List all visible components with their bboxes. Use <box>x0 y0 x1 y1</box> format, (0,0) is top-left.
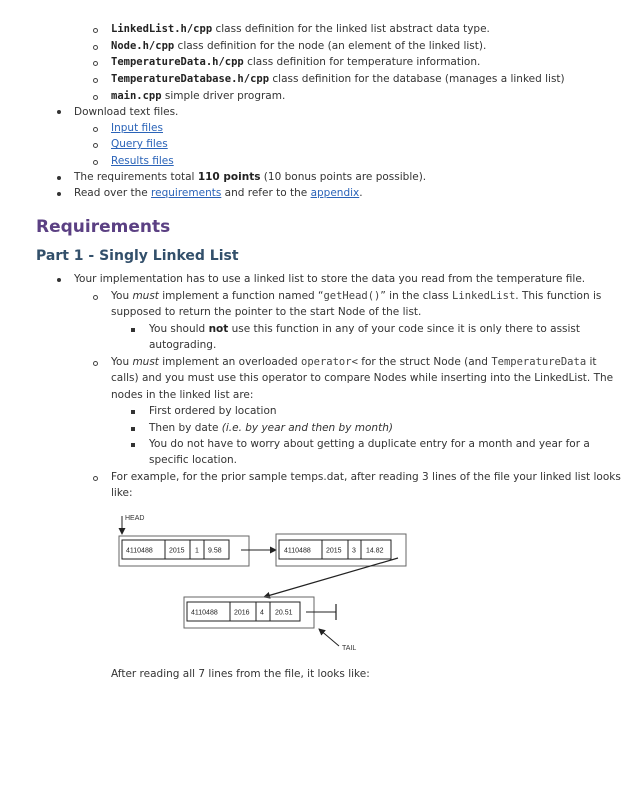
node-1-location: 4110488 <box>126 547 153 555</box>
results-files-link[interactable]: Results files <box>111 155 174 167</box>
operator-text-2: calls) and you must use this operator to compare Nodes while inserting into the LinkedList. The <box>111 372 614 384</box>
head-label: HEAD <box>125 515 145 522</box>
node-3-month: 4 <box>260 609 264 617</box>
appendix-link[interactable]: appendix <box>310 187 360 199</box>
example-text: For example, for the prior sample temps.dat, after reading 3 lines of the file your linked list looks <box>111 471 621 483</box>
gethead-text-2: supposed to return the pointer to the start Node of the list. <box>111 306 422 318</box>
read-text: Read over the requirements and refer to the appendix. <box>74 187 363 199</box>
node-1-month: 1 <box>195 547 199 555</box>
node-1-year: 2015 <box>169 547 185 555</box>
order-duplicate-2: specific location. <box>149 454 238 466</box>
input-files-link[interactable]: Input files <box>111 122 163 134</box>
node-3 <box>184 597 314 628</box>
node-3-location: 4110488 <box>191 609 218 617</box>
should-text: You should not use this function in any of your code since it is only there to assist <box>149 323 581 335</box>
node-2-month: 3 <box>352 547 356 555</box>
part1-heading: Part 1 - Singly Linked List <box>36 248 239 264</box>
next-arrow-2 <box>264 558 398 597</box>
node-2-location: 4110488 <box>284 547 311 555</box>
operator-text-3: nodes in the linked list are: <box>111 389 254 401</box>
example-text-2: like: <box>111 487 133 499</box>
download-label: Download text files. <box>74 106 179 118</box>
impl-text: Your implementation has to use a linked list to store the data you read from the temperature file. <box>74 273 586 285</box>
gethead-text: You must implement a function named “getHead()” in the class LinkedList. This function is <box>111 290 602 302</box>
file-item: Node.h/cpp class definition for the node (an element of the linked list). <box>111 40 487 52</box>
after-text: After reading all 7 lines from the file, it looks like: <box>111 668 370 680</box>
requirements-heading: Requirements <box>36 217 171 237</box>
query-files-link[interactable]: Query files <box>111 138 168 150</box>
file-item: TemperatureData.h/cpp class definition for temperature information. <box>111 56 481 68</box>
order-location: First ordered by location <box>149 405 277 417</box>
node-3-temp: 20.51 <box>275 609 293 617</box>
node-2-year: 2015 <box>326 547 342 555</box>
order-duplicate: You do not have to worry about getting a duplicate entry for a month and year for a <box>149 438 590 450</box>
node-3-year: 2016 <box>234 609 250 617</box>
should-text-2: autograding. <box>149 339 217 351</box>
node-1 <box>119 536 249 566</box>
node-1-temp: 9.58 <box>208 547 222 555</box>
node-2-temp: 14.82 <box>366 547 384 555</box>
file-item: TemperatureDatabase.h/cpp class definition for the database (manages a linked list) <box>111 73 565 85</box>
tail-arrow <box>319 629 339 646</box>
operator-text: You must implement an overloaded operator< for the struct Node (and TemperatureData it <box>111 356 597 368</box>
order-date: Then by date (i.e. by year and then by month) <box>149 422 393 434</box>
tail-label: TAIL <box>342 645 357 652</box>
requirements-link[interactable]: requirements <box>151 187 222 199</box>
file-item: LinkedList.h/cpp class definition for the linked list abstract data type. <box>111 23 490 35</box>
points-text: The requirements total 110 points (10 bonus points are possible). <box>74 171 427 183</box>
file-item: main.cpp simple driver program. <box>111 90 286 102</box>
